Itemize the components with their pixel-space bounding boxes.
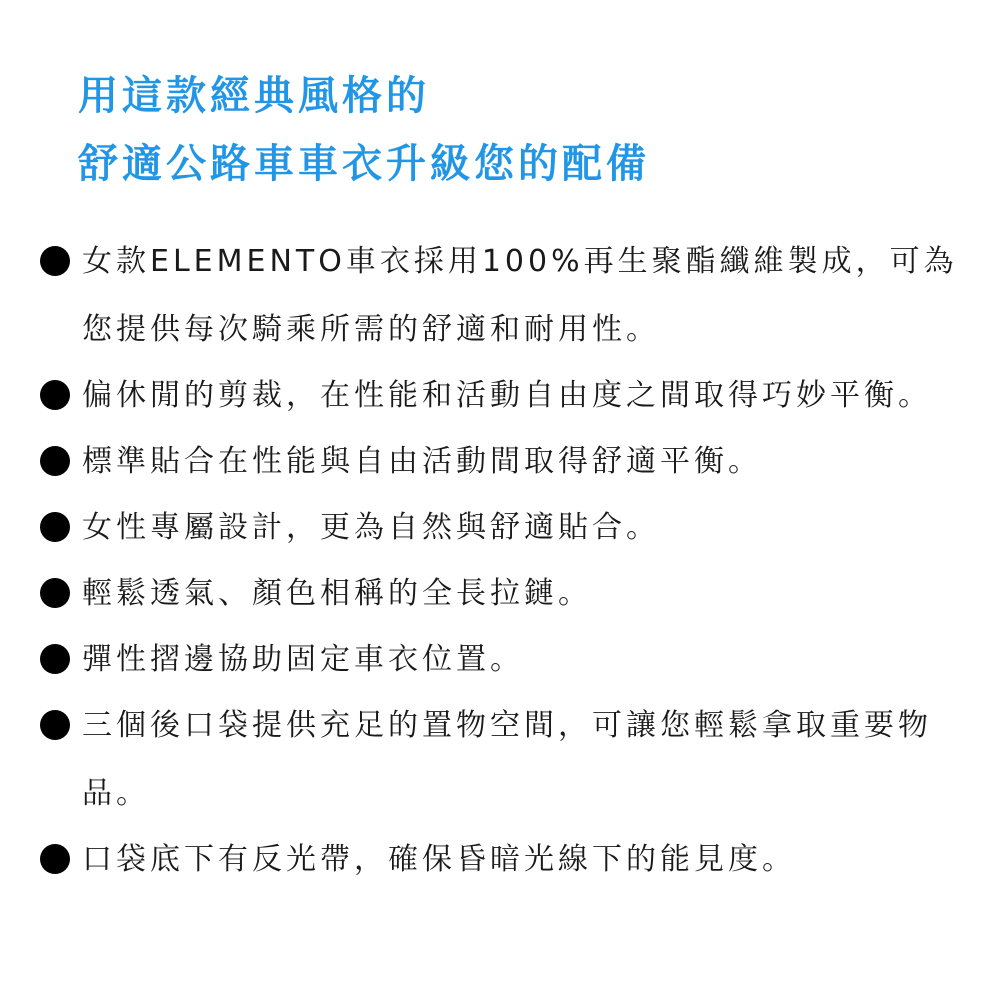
bullet-icon <box>40 512 70 542</box>
heading-line-2: 舒適公路車車衣升級您的配備 <box>78 141 650 187</box>
feature-item-2 <box>40 362 970 430</box>
feature-text: 輕鬆透氣、顏色相稱的全長拉鏈。 <box>82 576 592 611</box>
feature-list <box>40 228 970 892</box>
feature-text: 彈性摺邊協助固定車衣位置。 <box>82 642 524 677</box>
feature-item-5 <box>40 560 970 628</box>
bullet-icon <box>40 644 70 674</box>
feature-text: 口袋底下有反光帶，確保昏暗光線下的能見度。 <box>82 842 796 877</box>
feature-item-1 <box>40 228 970 364</box>
feature-item-4 <box>40 494 970 562</box>
heading-line-1: 用這款經典風格的 <box>78 73 430 119</box>
bullet-icon <box>40 380 70 410</box>
feature-item-7 <box>40 692 970 828</box>
feature-text: 女性專屬設計，更為自然與舒適貼合。 <box>82 510 660 545</box>
bullet-icon <box>40 246 70 276</box>
feature-item-8 <box>40 826 970 894</box>
bullet-icon <box>40 446 70 476</box>
feature-item-3 <box>40 428 970 496</box>
feature-text: 偏休閒的剪裁，在性能和活動自由度之間取得巧妙平衡。 <box>82 378 932 413</box>
feature-item-6 <box>40 626 970 694</box>
bullet-icon <box>40 578 70 608</box>
bullet-icon <box>40 844 70 874</box>
feature-text: 女款ELEMENTO車衣採用100%再生聚酯纖維製成，可為您提供每次騎乘所需的舒適和耐用性。 <box>82 244 958 347</box>
feature-text: 三個後口袋提供充足的置物空間，可讓您輕鬆拿取重要物品。 <box>82 708 932 811</box>
feature-text: 標準貼合在性能與自由活動間取得舒適平衡。 <box>82 444 762 479</box>
page-heading <box>78 62 650 198</box>
bullet-icon <box>40 710 70 740</box>
